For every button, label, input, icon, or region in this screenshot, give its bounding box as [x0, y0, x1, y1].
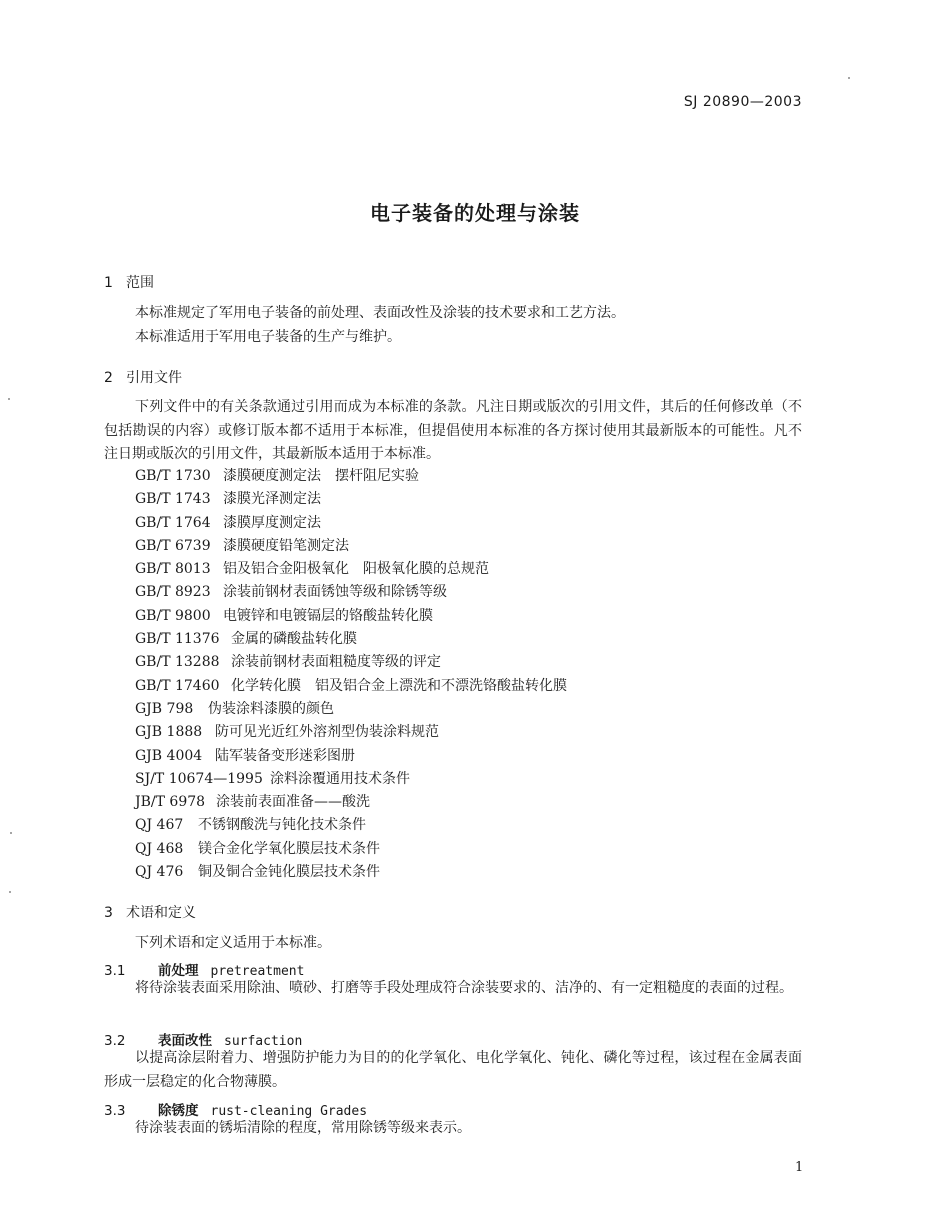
reference-title: 化学转化膜 铝及铝合金上漂洗和不漂洗铬酸盐转化膜: [231, 677, 567, 694]
reference-list: [135, 467, 567, 886]
reference-title: 防可见光近红外溶剂型伪装涂料规范: [215, 724, 439, 741]
reference-item: [135, 514, 567, 537]
reference-item: [135, 537, 567, 560]
reference-code: GJB 4004: [135, 747, 203, 764]
term-en: pretreatment: [210, 964, 305, 979]
term-definition: 待涂装表面的锈垢清除的程度，常用除锈等级来表示。: [135, 1120, 471, 1136]
scope-line-1: 本标准规定了军用电子装备的前处理、表面改性及涂装的技术要求和工艺方法。: [135, 305, 625, 321]
reference-code: GJB 1888: [135, 724, 203, 741]
reference-title: 伪装涂料漆膜的颜色: [208, 700, 334, 717]
term-number: 3.2: [104, 1033, 126, 1049]
section-title: 引用文件: [126, 370, 182, 386]
reference-item: [135, 700, 567, 723]
reference-item: [135, 816, 567, 839]
term-zh: 前处理: [158, 963, 199, 979]
term-definition: 将待涂装表面采用除油、喷砂、打磨等手段处理成符合涂装要求的、洁净的、有一定粗糙度的表面的过程。: [135, 980, 793, 996]
section-number: 1: [104, 275, 113, 291]
section-number: 2: [104, 370, 113, 386]
reference-title: 涂装前表面准备——酸洗: [216, 794, 370, 811]
scan-speck: [10, 832, 12, 834]
section-3-heading: [104, 902, 196, 922]
reference-title: 漆膜硬度铅笔测定法: [223, 537, 349, 554]
term-number: 3.1: [104, 963, 126, 979]
term-number: 3.3: [104, 1103, 126, 1119]
reference-item: [135, 560, 567, 583]
reference-code: SJ/T 10674—1995: [135, 770, 263, 787]
reference-title: 漆膜厚度测定法: [223, 514, 321, 531]
reference-title: 漆膜硬度测定法 摆杆阻尼实验: [223, 468, 419, 484]
reference-title: 镁合金化学氧化膜层技术条件: [198, 840, 380, 857]
reference-code: JB/T 6978: [135, 794, 206, 811]
reference-title: 涂装前钢材表面粗糙度等级的评定: [231, 654, 441, 671]
reference-title: 涂装前钢材表面锈蚀等级和除锈等级: [223, 584, 447, 601]
page-number: 1: [795, 1160, 804, 1175]
reference-code: GB/T 9800: [135, 607, 211, 624]
term-definition: 以提高涂层附着力、增强防护能力为目的的化学氧化、电化学氧化、钝化、磷化等过程，该过程在金属表面形成一层稳定的化合物薄膜。: [104, 1050, 802, 1090]
reference-title: 铜及铜合金钝化膜层技术条件: [198, 864, 380, 881]
reference-item: [135, 607, 567, 630]
reference-item: [135, 653, 567, 676]
term-zh: 除锈度: [158, 1103, 199, 1119]
reference-title: 漆膜光泽测定法: [223, 491, 321, 508]
reference-item: [135, 770, 567, 793]
scope-line-2: 本标准适用于军用电子装备的生产与维护。: [135, 329, 401, 345]
scan-speck: [848, 77, 850, 79]
reference-title: 电镀锌和电镀镉层的铬酸盐转化膜: [223, 607, 433, 624]
document-title: 电子装备的处理与涂装: [370, 201, 580, 225]
reference-item: [135, 677, 567, 700]
reference-item: [135, 723, 567, 746]
reference-item: [135, 840, 567, 863]
reference-item: [135, 747, 567, 770]
reference-code: GB/T 17460: [135, 677, 220, 694]
reference-code: QJ 468: [135, 840, 184, 857]
reference-code: QJ 467: [135, 817, 184, 834]
reference-item: [135, 583, 567, 606]
section-title: 术语和定义: [126, 905, 196, 921]
term-heading: [104, 1099, 367, 1119]
reference-title: 涂料涂覆通用技术条件: [270, 770, 410, 787]
reference-code: GB/T 1730: [135, 468, 211, 484]
section-1-heading: [104, 272, 154, 292]
term-en: rust-cleaning Grades: [210, 1104, 368, 1119]
reference-item: [135, 793, 567, 816]
reference-title: 陆军装备变形迷彩图册: [215, 747, 355, 764]
reference-code: QJ 476: [135, 864, 184, 881]
scan-speck: [9, 891, 11, 893]
reference-title: 金属的磷酸盐转化膜: [231, 631, 357, 648]
standard-code: SJ 20890—2003: [683, 94, 802, 110]
reference-item: [135, 490, 567, 513]
term-en: surfaction: [224, 1034, 303, 1049]
reference-code: GB/T 13288: [135, 654, 220, 671]
scan-speck: [8, 398, 10, 400]
reference-code: GB/T 8013: [135, 561, 211, 578]
term-zh: 表面改性: [158, 1033, 212, 1049]
term-heading: [104, 1029, 302, 1049]
term-heading: [104, 959, 304, 979]
references-intro: 下列文件中的有关条款通过引用而成为本标准的条款。凡注日期或版次的引用文件，其后的任何修改单（不包括勘误的内容）或修订版本都不适用于本标准，但提倡使用本标准的各方探讨使用其最新版本的可能性。凡不注日期或版次的引用文件，其最新版本适用于本标准。: [104, 399, 802, 462]
reference-code: GB/T 8923: [135, 584, 211, 601]
section-2-heading: [104, 367, 182, 387]
reference-code: GB/T 1764: [135, 514, 211, 531]
reference-item: [135, 467, 567, 490]
terms-intro: 下列术语和定义适用于本标准。: [135, 935, 331, 951]
reference-code: GB/T 11376: [135, 631, 220, 648]
reference-item: [135, 630, 567, 653]
section-number: 3: [104, 905, 113, 921]
reference-title: 铝及铝合金阳极氧化 阳极氧化膜的总规范: [223, 561, 489, 578]
reference-code: GJB 798: [135, 700, 194, 717]
reference-code: GB/T 6739: [135, 537, 211, 554]
reference-title: 不锈钢酸洗与钝化技术条件: [198, 817, 366, 834]
reference-item: [135, 863, 567, 886]
reference-code: GB/T 1743: [135, 491, 211, 508]
section-title: 范围: [126, 275, 154, 291]
